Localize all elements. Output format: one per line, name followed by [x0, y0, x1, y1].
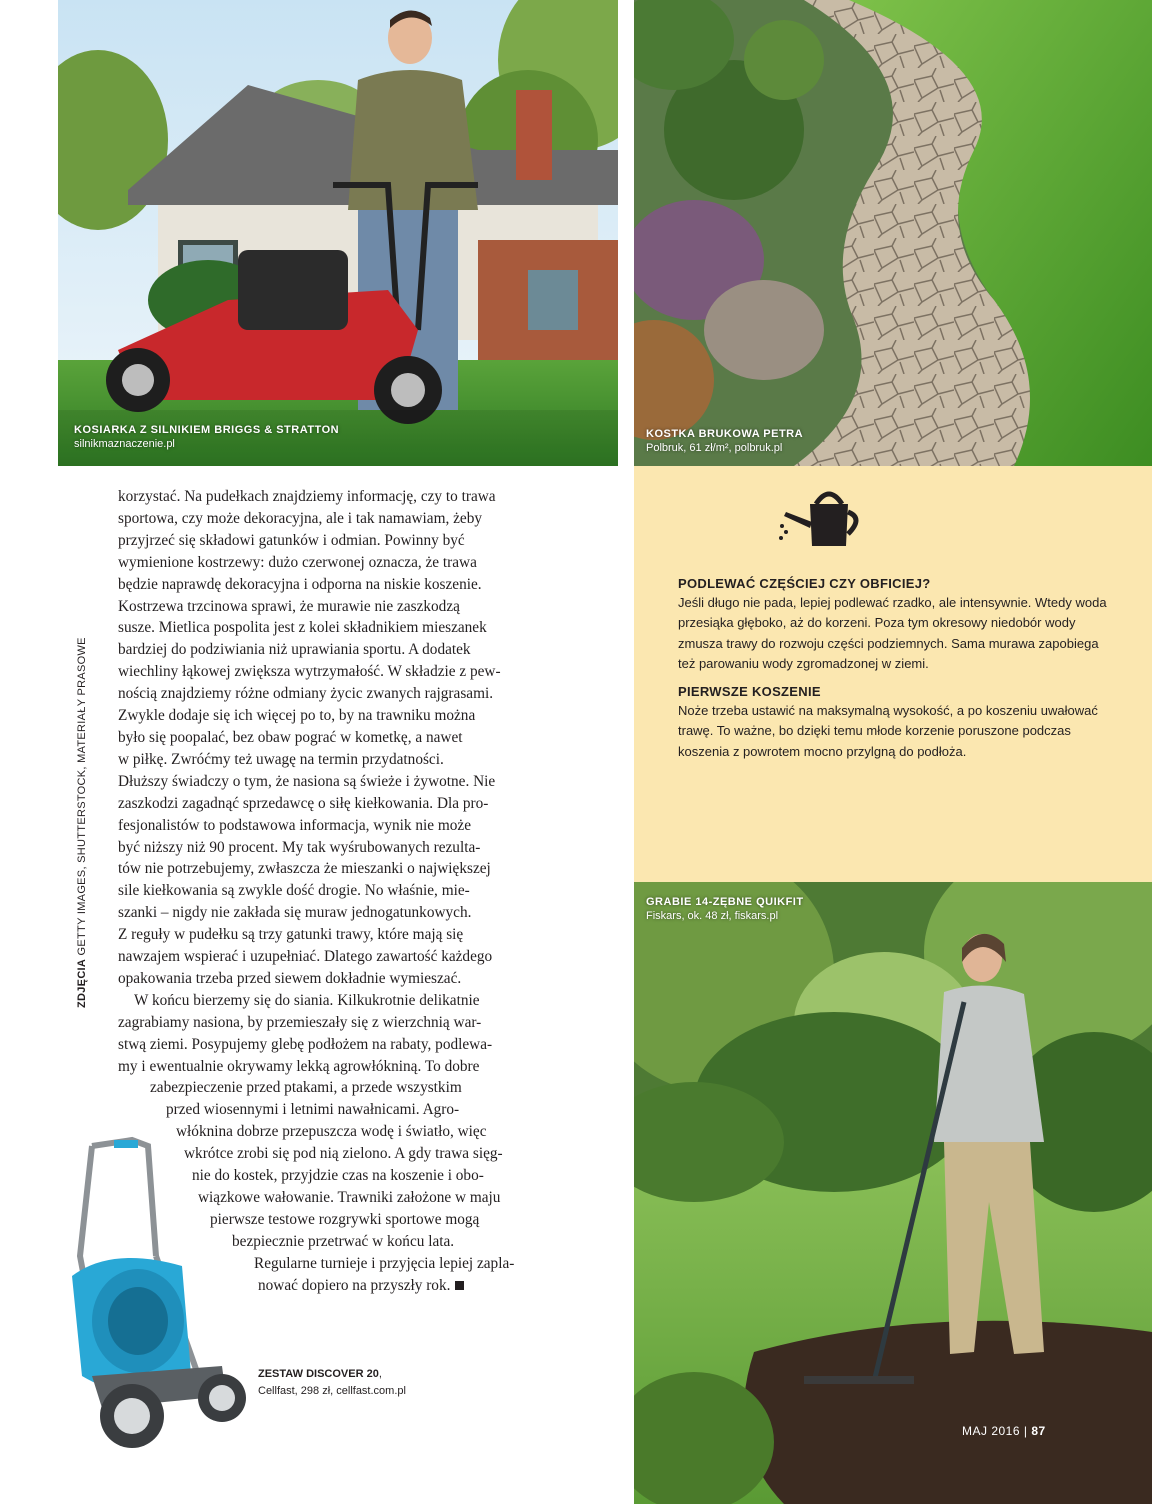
article-paragraph-2: W końcu bierzemy się do siania. Kilkukrotnie delikatnie zagrabiamy nasiona, by przemieszały się z wierzchnią war- stwą ziemi. Posypujemy glebę podłożem na rabaty, podlewa- my i ewentualnie okrywamy lekką agrowłókniną. To dobre zabezpieczenie przed ptakami, a przede wszystkim przed wiosennymi i letnimi nawałnicami. Agro- włóknina dobrze przepuszcza wodę i światło, więc wkrótce zrobi się pod nią zielono. A gdy trawa sięg- nie do kostek, przyjdzie czas na koszenie i obo- wiązkowe wałowanie. Trawniki założone w maju pierwsze testowe rozgrywki sportowe mogą bezpiecznie przetrwać w końcu lata. Regularne turnieje i przyjęcia lepiej zapla- nować dopiero na przyszły rok.	[118, 991, 515, 1294]
tip-1-title: PODLEWAĆ CZĘŚCIEJ CZY OBFICIEJ?	[678, 576, 931, 591]
mower-photo	[58, 0, 618, 466]
mower-caption-title: KOSIARKA Z SILNIKIEM BRIGGS & STRATTON	[74, 424, 340, 436]
watering-can-icon	[778, 482, 864, 550]
tip-2-text: Noże trzeba ustawić na maksymalną wysokość, a po koszeniu uwałować trawę. To ważne, bo dzięki temu młode korzenie poruszone podczas koszenia z powrotem mocno przylgną do podłoża.	[678, 703, 1098, 759]
tip-box	[634, 466, 1152, 882]
rake-caption-title: GRABIE 14-ZĘBNE QUIKFIT	[646, 896, 804, 908]
path-caption-source: Polbruk, 61 zł/m², polbruk.pl	[646, 441, 783, 454]
hose-reel-product-image	[52, 1136, 252, 1452]
product-caption-title: ZESTAW DISCOVER 20	[258, 1368, 379, 1380]
article-paragraph-1: korzystać. Na pudełkach znajdziemy informację, czy to trawa sportowa, czy może dekoracyjna, ale i tak namawiam, żeby przyjrzeć się składowi gatunków i odmian. Powinny być wymienione kostrzewy: dużo czerwonej oznacza, że trawa będzie naprawdę dekoracyjna i odporna na niskie koszenie. Kostrzewa trzcinowa sprawi, że murawie nie zaszkodzą susze. Mietlica pospolita jest z kolei składnikiem mieszanek bardziej do podziwiania niż uprawiania sportu. A dodatek wiechliny łąkowej zwiększa wytrzymałość. W składzie z pew- nością znajdziemy różne odmiany życic zwanych rajgrasami. Zwykle dodaje się ich więcej po to, by na trawniku można było się poopalać, bez obaw pograć w kometkę, a nawet w piłkę. Zwróćmy też uwagę na termin przydatności. Dłuższy świadczy o tym, że nasiona są świeże i żywotne. Nie zaszkodzi zagadnąć sprzedawcę o siłę kiełkowania. Dla pro- fesjonalistów to podstawowa informacja, wynik nie może być niższy niż 90 procent. My tak wyśrubowanych rezulta- tów nie potrzebujemy, zwłaszcza że mieszanki o największej sile kiełkowania są zwykle dość drogie. No właśnie, mie- szanki – nigdy nie zakłada się muraw jednogatunkowych. Z reguły w pudełku są trzy gatunki trawy, które mają się nawzajem wspierać i uzupełniać. Dlatego zawartość każdego opakowania trzeba przed siewem dokładnie wymieszać.	[118, 488, 501, 987]
product-caption: ZESTAW DISCOVER 20, Cellfast, 298 zł, cellfast.com.pl	[258, 1368, 406, 1397]
tip-2-title: PIERWSZE KOSZENIE	[678, 684, 821, 700]
tip-1-text: Jeśli długo nie pada, lepiej podlewać rzadko, ale intensywnie. Wtedy woda przesiąka głęboko, aż do korzeni. Poza tym okresowy niedobór wody zmusza trawy do rozwoju części podziemnych. Sama murawa zapobiega też parowaniu wody zgromadzonej w ziemi.	[678, 595, 1107, 671]
path-caption-title: KOSTKA BRUKOWA PETRA	[646, 428, 804, 440]
page-folio: MAJ 2016 | 87	[962, 1424, 1046, 1438]
page-number: 87	[1031, 1424, 1046, 1438]
rake-caption	[646, 896, 804, 924]
path-photo	[634, 0, 1152, 466]
path-caption	[646, 428, 803, 456]
photo-credit: ZDJĘCIA GETTY IMAGES, SHUTTERSTOCK, MATERIAŁY PRASOWE	[76, 637, 88, 1008]
mower-caption-source: silnikmaznaczenie.pl	[74, 437, 175, 450]
end-mark-icon	[455, 1281, 464, 1290]
issue-date: MAJ 2016	[962, 1424, 1021, 1438]
mower-caption	[74, 424, 339, 452]
rake-photo	[634, 882, 1152, 1504]
rake-caption-source: Fiskars, ok. 48 zł, fiskars.pl	[646, 909, 779, 922]
product-caption-source: Cellfast, 298 zł, cellfast.com.pl	[258, 1385, 406, 1397]
